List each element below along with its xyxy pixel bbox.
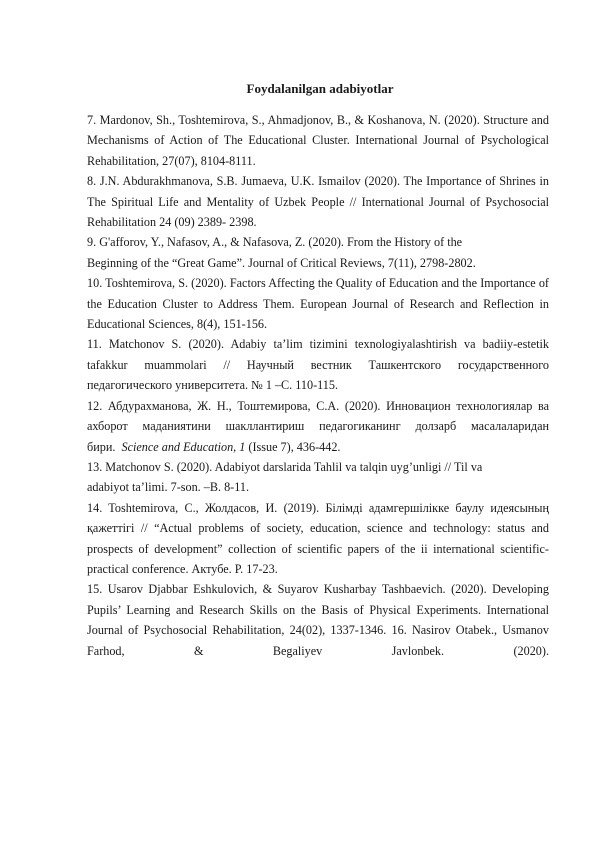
reference-item-15-16: 15. Usarov Djabbar Eshkulovich, & Suyarov Kusharbay Tashbaevich. (2020). Developing Pupils’ Learning and Research Skills on the Basis of Physical Experiments. International Journal of Psychosocial Rehabilitation, 24(02), 1337-1346. 16. Nasirov Otabek., Usmanov Farhod, & Begaliyev Javlonbek. (2020). <box>87 582 549 658</box>
reference-item-7: 7. Mardonov, Sh., Toshtemirova, S., Ahmadjonov, B., & Koshanova, N. (2020). Structure and Mechanisms of Action of The Educational Cluster. International Journal of Psychological Rehabilitation, 27(07), 8104-8111. <box>87 113 549 168</box>
reference-item-12-journal: Science and Education, 1 <box>121 439 246 454</box>
reference-item-9-line-2: Beginning of the “Great Game”. Journal of Critical Reviews, 7(11), 2798-2802. <box>87 255 476 270</box>
reference-item-10: 10. Toshtemirova, S. (2020). Factors Affecting the Quality of Education and the Importance of the Education Cluster to Address Them. European Journal of Research and Reflection in Educational Sciences, 8(4), 151-156. <box>87 276 549 332</box>
reference-item-13-line-2: adabiyot ta’limi. 7-son. –B. 8-11. <box>87 480 250 495</box>
page-title: Foydalanilgan adabiyotlar <box>246 81 394 96</box>
document-page <box>87 78 549 661</box>
reference-list <box>87 110 549 661</box>
reference-item-13-line-1: 13. Matchonov S. (2020). Adabiyot darslarida Tahlil va talqin uyg’unligi // Til va <box>87 459 483 474</box>
reference-item-8: 8. J.N. Abdurakhmanova, S.B. Jumaeva, U.K. Ismailov (2020). The Importance of Shrines in The Spiritual Life and Mentality of Uzbek People // International Journal of Psychosocial Rehabilitation 24 (09) 2389- 2398. <box>87 174 549 230</box>
reference-item-12 <box>87 396 549 457</box>
reference-item-9 <box>87 232 549 273</box>
reference-item-11: 11. Matchonov S. (2020). Adabiy ta’lim tizimini texnologiyalashtirish va badiiy-estetik tafakkur muammolari // Научный вестник Ташкентского государственного педагогического университета. № 1 –С. 110-115. <box>87 337 549 393</box>
reference-item-9-line-1: 9. G'afforov, Y., Nafasov, A., & Nafasova, Z. (2020). From the History of the <box>87 235 463 250</box>
reference-item-12-text: 12. Абдурахманова, Ж. Н., Тоштемирова, С.А. (2020). Инновацион технологиялар ва ахборот маданиятини шакллантириш педагогиканинг долзарб масалаларидан бири. <box>87 398 549 454</box>
reference-item-14: 14. Toshtemirova, С., Жолдасов, И. (2019). Білімді адамгершілікке баулу идеясының қажеттігі // “Actual problems of society, education, science and technology: status and prospects of development” collection of scientific papers of the ii international scientific-practical conference. Актубе. P. 17-23. <box>87 500 549 576</box>
reference-item-12-issue: (Issue 7), 436-442. <box>248 439 341 454</box>
reference-item-13 <box>87 457 549 498</box>
